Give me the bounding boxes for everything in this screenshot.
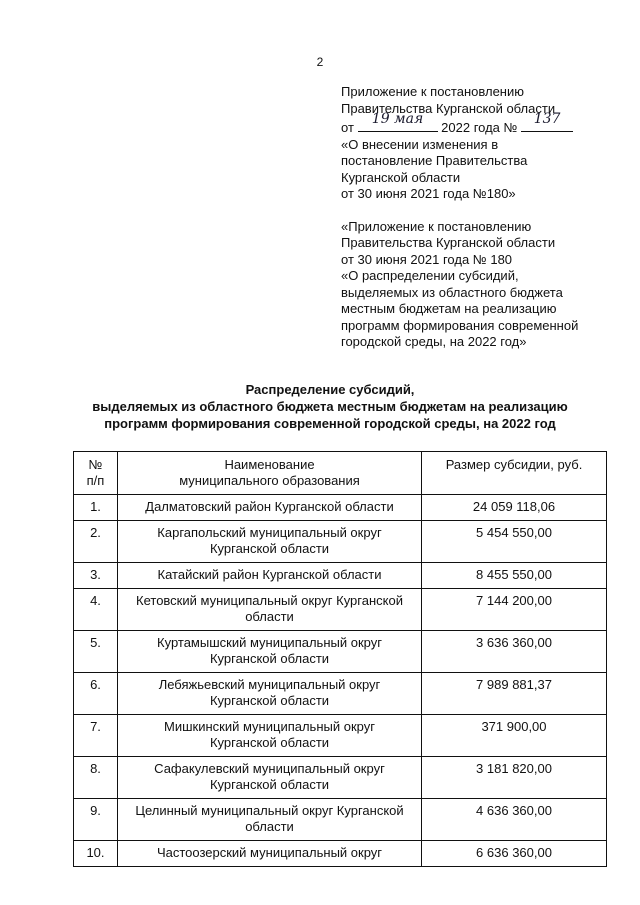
header-line: Правительства Курганской области — [341, 100, 556, 116]
row-number: 3. — [74, 563, 118, 589]
municipality-name — [118, 757, 422, 799]
header-line: местным бюджетам на реализацию — [341, 301, 557, 316]
subsidy-amount: 3 636 360,00 — [422, 631, 607, 673]
municipality-name-line: Курганской области — [209, 777, 330, 792]
title-line: выделяемых из областного бюджета местным бюджетам на реализацию — [92, 399, 568, 414]
header-text: п/п — [86, 473, 105, 488]
header-line: городской среды, на 2022 год» — [341, 334, 527, 349]
table-row — [74, 799, 607, 841]
header-cell-name — [118, 452, 422, 495]
row-number: 7. — [74, 715, 118, 757]
header-line: от 30 июня 2021 года №180» — [341, 186, 516, 201]
table-row — [74, 841, 607, 867]
subsidy-amount: 5 454 550,00 — [422, 521, 607, 563]
municipality-name-line: Курганской области — [209, 541, 330, 556]
municipality-name — [118, 521, 422, 563]
header-line: постановление Правительства — [341, 153, 528, 168]
header-line: выделяемых из областного бюджета — [341, 284, 563, 300]
row-number: 2. — [74, 521, 118, 563]
municipality-name-line: Далматовский район Курганской области — [145, 499, 394, 514]
header-line: «О внесении изменения в — [341, 136, 499, 152]
row-number: 8. — [74, 757, 118, 799]
subsidy-amount: 371 900,00 — [422, 715, 607, 757]
title-line: программ формирования современной городской среды, на 2022 год — [104, 416, 556, 431]
municipality-name-line: Курганской области — [209, 735, 330, 750]
header-line: от 30 июня 2021 года № 180 — [341, 251, 513, 267]
municipality-name — [118, 715, 422, 757]
table-row — [74, 495, 607, 521]
table-row — [74, 563, 607, 589]
municipality-name — [118, 841, 422, 867]
municipality-name — [118, 495, 422, 521]
municipality-name-line: Куртамышский муниципальный округ — [157, 635, 382, 650]
header-line: «О распределении субсидий, — [341, 268, 519, 283]
municipality-name — [118, 589, 422, 631]
header-line: Курганской области — [341, 169, 461, 185]
header-text: Наименование — [224, 457, 315, 472]
municipality-name-line: Курганской области — [209, 693, 330, 708]
municipality-name-line: Мишкинский муниципальный округ — [164, 719, 375, 734]
municipality-name-line: Целинный муниципальный округ Курганской — [135, 803, 404, 818]
subsidy-amount: 7 144 200,00 — [422, 589, 607, 631]
header-line: Правительства Курганской области — [341, 235, 556, 250]
table-row — [74, 673, 607, 715]
header-text: № — [88, 457, 103, 472]
municipality-name — [118, 563, 422, 589]
table-row — [74, 757, 607, 799]
subsidy-amount: 6 636 360,00 — [422, 841, 607, 867]
header-line: программ формирования современной — [341, 317, 579, 333]
subsidy-amount: 4 636 360,00 — [422, 799, 607, 841]
handwritten-number-text: 137 — [533, 111, 561, 127]
municipality-name-line: Кетовский муниципальный округ Курганской — [136, 593, 403, 608]
row-number: 1. — [74, 495, 118, 521]
date-prefix: от — [341, 120, 354, 135]
resolution-date-line — [341, 111, 621, 137]
date-mid: 2022 года № — [441, 120, 518, 135]
table-body — [74, 495, 607, 867]
subsidy-amount: 7 989 881,37 — [422, 673, 607, 715]
handwritten-date — [358, 111, 438, 132]
table-row — [74, 521, 607, 563]
municipality-name — [118, 673, 422, 715]
subsidy-amount: 3 181 820,00 — [422, 757, 607, 799]
subsidy-table — [73, 451, 607, 867]
handwritten-number — [521, 111, 573, 132]
header-cell-amount: Размер субсидии, руб. — [422, 452, 607, 495]
header-cell-num — [74, 452, 118, 495]
table-row — [74, 715, 607, 757]
page-number: 2 — [316, 55, 324, 69]
header-line: «Приложение к постановлению — [341, 218, 532, 234]
subsidy-amount: 24 059 118,06 — [422, 495, 607, 521]
municipality-name-line: Частоозерский муниципальный округ — [156, 845, 383, 860]
municipality-name-line: области — [245, 819, 294, 834]
subsidy-amount: 8 455 550,00 — [422, 563, 607, 589]
document-title — [30, 381, 630, 432]
municipality-name-line: области — [245, 609, 294, 624]
header-text: муниципального образования — [179, 473, 360, 488]
appendix-header — [341, 84, 621, 351]
row-number: 6. — [74, 673, 118, 715]
row-number: 4. — [74, 589, 118, 631]
table-row — [74, 631, 607, 673]
municipality-name-line: Катайский район Курганской области — [157, 567, 382, 582]
municipality-name-line: Курганской области — [209, 651, 330, 666]
municipality-name-line: Каргапольский муниципальный округ — [157, 525, 382, 540]
header-line: Приложение к постановлению — [341, 84, 524, 99]
table-header-row — [74, 452, 607, 495]
table-row — [74, 589, 607, 631]
title-line: Распределение субсидий, — [245, 382, 415, 397]
row-number: 10. — [74, 841, 118, 867]
row-number: 9. — [74, 799, 118, 841]
municipality-name — [118, 631, 422, 673]
municipality-name — [118, 799, 422, 841]
handwritten-date-text: 19 мая — [371, 111, 424, 127]
municipality-name-line: Сафакулевский муниципальный округ — [154, 761, 385, 776]
row-number: 5. — [74, 631, 118, 673]
municipality-name-line: Лебяжьевский муниципальный округ — [158, 677, 381, 692]
